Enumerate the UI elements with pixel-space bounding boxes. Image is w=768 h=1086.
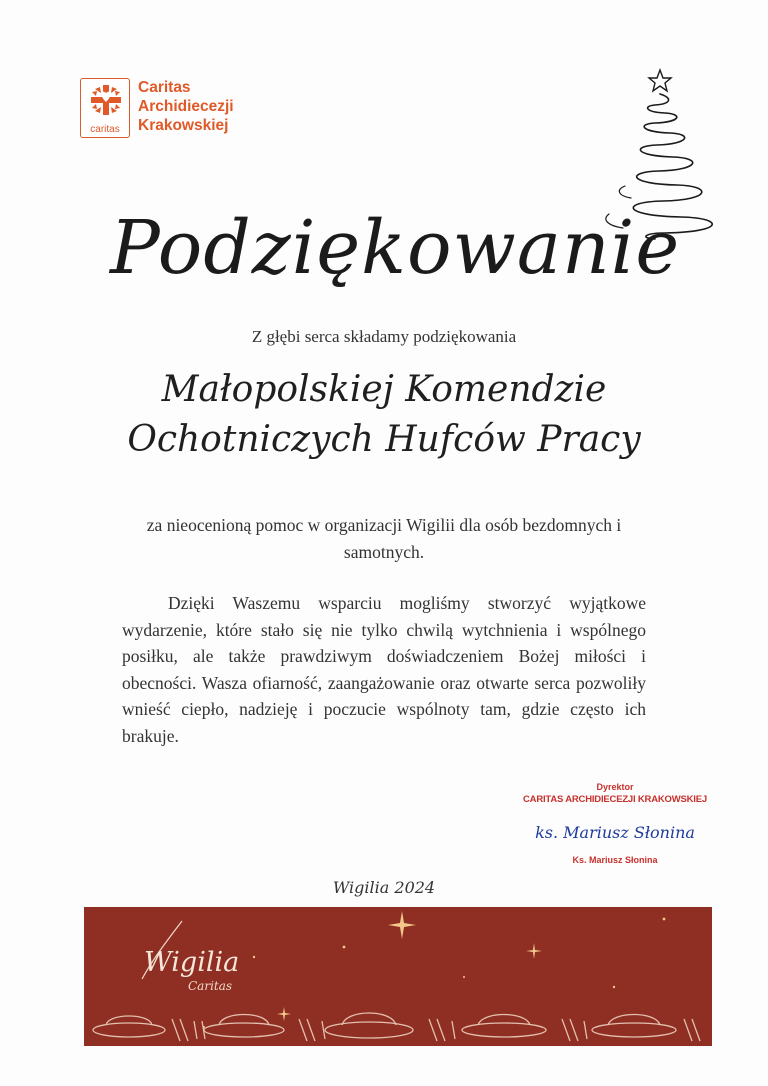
subtitle: Z głębi serca składamy podziękowania bbox=[251, 327, 517, 346]
caritas-logo-mark bbox=[80, 78, 130, 138]
organization-name-line: Caritas bbox=[138, 79, 191, 96]
signatory-role: Dyrektor bbox=[596, 782, 634, 792]
certificate-title: Podziękowanie bbox=[110, 205, 681, 291]
event-date: Wigilia 2024 bbox=[332, 878, 436, 897]
organization-name-line: Archidiecezji bbox=[138, 98, 234, 115]
signatory-organization: CARITAS ARCHIDIECEZJI KRAKOWSKIEJ bbox=[523, 794, 707, 805]
organization-name bbox=[138, 78, 234, 135]
banner-brand-title: Wigilia bbox=[144, 947, 240, 978]
banner-brand-subtitle: Caritas bbox=[188, 979, 233, 993]
signatory-name: Ks. Mariusz Słonina bbox=[572, 855, 658, 865]
signature-block bbox=[510, 781, 720, 865]
wigilia-banner bbox=[84, 907, 712, 1046]
caritas-logo bbox=[80, 78, 280, 140]
recipient-line: Małopolskiej Komendzie bbox=[161, 369, 607, 410]
recipient-name bbox=[0, 365, 768, 465]
thanks-reason: za nieocenioną pomoc w organizacji Wigilii dla osób bezdomnych i samotnych. bbox=[146, 515, 622, 562]
recipient-line: Ochotniczych Hufców Pracy bbox=[127, 419, 641, 460]
body-paragraph: Dzięki Waszemu wsparciu mogliśmy stworzyć wyjątkowe wydarzenie, które stało się nie tylko chwilą wytchnienia i wspólnego posiłku, ale także prawdziwym doświadczeniem Bożej miłości i obecności. Wasza ofiarność, zaangażowanie oraz otwarte serca pozwoliły wnieść ciepło, nadzieję i poczucie wspólnoty tam, gdzie często ich brakuje. bbox=[122, 593, 646, 746]
organization-name-line: Krakowskiej bbox=[138, 117, 229, 134]
handwritten-signature: ks. Mariusz Słonina bbox=[535, 823, 695, 842]
caritas-flame-icon bbox=[89, 83, 123, 117]
logo-word: caritas bbox=[90, 124, 120, 135]
